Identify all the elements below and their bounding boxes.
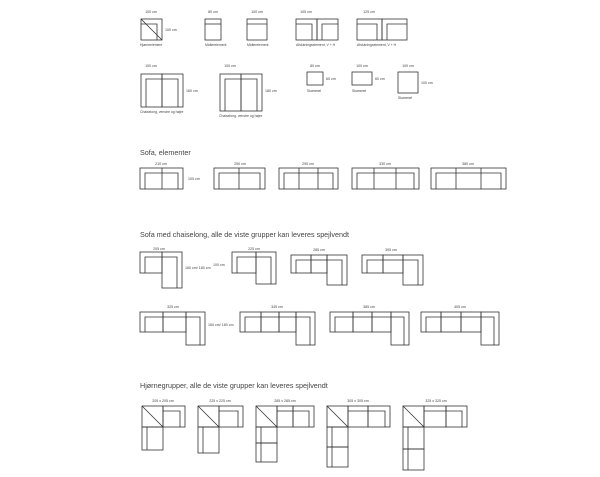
chaise-160-length: 160 cm	[186, 89, 198, 93]
chaise-sofa-385-drawing	[330, 312, 409, 345]
corner-group-205-drawing	[142, 406, 185, 450]
corner-group-285-drawing	[256, 406, 314, 462]
chaise-sofa-205-drawing	[140, 252, 182, 288]
chaise-sofa-285-width: 285 cm	[313, 248, 325, 252]
middle-element-100-caption: Midterelement	[247, 43, 269, 47]
chaise-sofa-row2-side-label: 160 cm/ 180 cm	[208, 323, 234, 327]
ottoman-80-drawing	[307, 72, 323, 85]
end-element-105-width: 105 cm	[300, 10, 312, 14]
end-element-125-caption: Afslutningselement, V + H	[357, 43, 397, 47]
chaise-sofa-row1-depth: 100 cm	[213, 263, 225, 267]
ottoman-80-caption: Skammel	[307, 89, 322, 93]
middle-element-100-drawing	[247, 19, 267, 40]
chaise-sofa-305-width: 305 cm	[385, 248, 397, 252]
middle-element-80-caption: Midterelement	[205, 43, 227, 47]
corner-group-305-drawing	[327, 406, 390, 467]
ottoman-100x60-caption: Skammel	[352, 89, 367, 93]
corner-group-285-size: 285 x 285 cm	[274, 399, 296, 403]
middle-element-80-width: 80 cm	[208, 10, 218, 14]
chaise-180-width: 100 cm	[224, 64, 236, 68]
ottoman-100x60-drawing	[352, 72, 372, 85]
corner-element-width: 100 cm	[145, 10, 157, 14]
chaise-sofa-225-width: 225 cm	[248, 247, 260, 251]
chaise-sofa-385-width: 385 cm	[363, 305, 375, 309]
chaise-sofa-225-drawing	[232, 252, 276, 284]
ottoman-80-width: 80 cm	[310, 64, 320, 68]
sofa-210-width: 210 cm	[155, 162, 167, 166]
sofa-depth: 100 cm	[188, 177, 200, 181]
chaise-sofa-row1-side	[185, 266, 211, 270]
sofa-330-drawing	[352, 168, 419, 189]
ottoman-100x60-width: 100 cm	[356, 64, 368, 68]
sofa-380-width: 380 cm	[462, 162, 474, 166]
chaise-180-caption: Chaiselong, venstre og højre	[219, 114, 263, 118]
chaise-sofa-row2-side	[208, 323, 234, 327]
end-element-125-width: 125 cm	[363, 10, 375, 14]
corner-group-205-size: 205 x 205 cm	[152, 399, 174, 403]
sofa-section-heading: Sofa, elementer	[140, 148, 191, 157]
chaise-sofa-405-drawing	[421, 312, 499, 345]
ottoman-80-depth: 60 cm	[326, 77, 336, 81]
chaise-sofa-305-drawing	[362, 255, 423, 285]
chaise-160-width: 100 cm	[145, 64, 157, 68]
sofa-250-drawing	[214, 168, 265, 189]
sofa-290-drawing	[279, 168, 338, 189]
middle-element-100-width: 100 cm	[251, 10, 263, 14]
corner-group-305-size: 305 x 305 cm	[347, 399, 369, 403]
chaise-sofa-345-width: 345 cm	[271, 305, 283, 309]
chaise-sofa-205-width: 205 cm	[153, 247, 165, 251]
middle-element-80-drawing	[205, 19, 221, 40]
ottoman-100x100-caption: Skammel	[398, 96, 413, 100]
chaise-sofa-345-drawing	[240, 312, 315, 345]
ottoman-100x100-depth: 100 cm	[421, 81, 433, 85]
chaise-sofa-405-width: 405 cm	[454, 305, 466, 309]
ottoman-100x100-drawing	[398, 72, 418, 93]
sofa-210-drawing	[140, 168, 183, 189]
ottoman-100x60-depth: 60 cm	[375, 77, 385, 81]
chaise-160-caption: Chaiselong, venstre og højre	[140, 110, 184, 114]
end-element-125-drawing	[357, 19, 407, 40]
corner-group-225-size: 225 x 225 cm	[209, 399, 231, 403]
sofa-330-width: 330 cm	[379, 162, 391, 166]
corner-section-heading: Hjørnegrupper, alle de viste grupper kan leveres spejlvendt	[140, 381, 328, 390]
chaise-160-drawing	[141, 74, 183, 107]
chaise-180-length: 180 cm	[265, 89, 277, 93]
ottoman-100x100-width: 100 cm	[402, 64, 414, 68]
chaise-180-drawing	[220, 74, 262, 111]
sofa-290-width: 290 cm	[302, 162, 314, 166]
sofa-380-drawing	[431, 168, 506, 189]
chaise-sofa-325-width: 325 cm	[167, 305, 179, 309]
chaise-section-heading: Sofa med chaiselong, alle de viste grupper kan leveres spejlvendt	[140, 230, 349, 239]
corner-group-325-size: 325 x 325 cm	[425, 399, 447, 403]
sofa-250-width: 250 cm	[234, 162, 246, 166]
end-element-105-drawing	[296, 19, 338, 40]
corner-group-225-drawing	[198, 406, 243, 453]
corner-group-325-drawing	[403, 406, 467, 470]
corner-element-depth: 100 cm	[165, 28, 177, 32]
chaise-sofa-325-drawing	[140, 312, 205, 345]
end-element-105-caption: Afslutningselement, V + H	[296, 43, 336, 47]
corner-element-drawing	[141, 19, 162, 40]
chaise-sofa-row1-side-label: 160 cm/ 180 cm	[185, 266, 211, 270]
chaise-sofa-285-drawing	[291, 255, 347, 285]
corner-element-caption: Hjørneelement	[140, 43, 163, 47]
